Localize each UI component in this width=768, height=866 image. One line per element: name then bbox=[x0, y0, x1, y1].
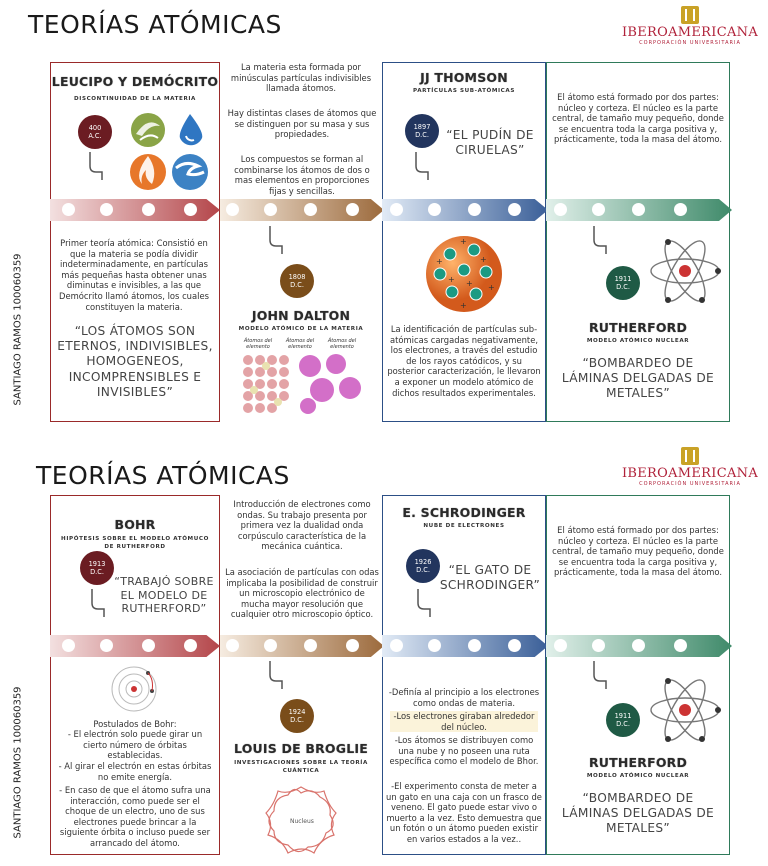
timeline-bar-blue bbox=[382, 199, 548, 221]
bohr-heading: BOHR bbox=[114, 517, 156, 532]
dalton-fig-label-2: Átomos del elemento bbox=[285, 338, 315, 350]
logo-name: IBEROAMERICANA bbox=[621, 25, 759, 40]
timeline-dot bbox=[592, 639, 605, 652]
connector-icon bbox=[86, 152, 108, 180]
timeline-bar-blue bbox=[382, 635, 548, 657]
connector-icon bbox=[590, 226, 612, 254]
bohr-subtitle: HIPÓTESIS SOBRE EL MODELO ATÓMUCO DE RUTHERFORD bbox=[61, 536, 209, 550]
svg-text:+: + bbox=[460, 237, 467, 246]
connector-icon bbox=[266, 226, 288, 254]
connector-icon bbox=[88, 589, 110, 617]
connector-icon bbox=[266, 661, 288, 689]
author-label: SANTIAGO RAMOS 100060359 bbox=[12, 686, 24, 839]
connector-icon bbox=[590, 661, 612, 689]
bohr-quote: “TRABAJÓ SOBRE EL MODELO DE RUTHERFORD” bbox=[114, 575, 214, 616]
standing-wave-figure bbox=[262, 783, 340, 859]
schrodinger-quote: “EL GATO DE SCHRODINGER” bbox=[439, 563, 541, 593]
svg-text:+: + bbox=[488, 283, 495, 292]
timeline-dot bbox=[184, 203, 197, 216]
broglie-date-badge: 1924 D.C. bbox=[280, 699, 314, 733]
timeline-dot bbox=[390, 639, 403, 652]
timeline-dot bbox=[508, 203, 521, 216]
bohr-postulates-title: Postulados de Bohr: bbox=[93, 719, 177, 729]
schrodinger-subtitle: NUBE DE ELECTRONES bbox=[423, 523, 505, 529]
sheet-2 bbox=[0, 433, 768, 866]
connector-icon bbox=[412, 152, 434, 180]
timeline-dot bbox=[468, 639, 481, 652]
logo-subtitle: CORPORACIÓN UNIVERSITARIA bbox=[639, 481, 741, 487]
university-logo bbox=[620, 447, 760, 491]
connector-icon bbox=[414, 589, 436, 617]
thomson-date-badge: 1897 D.C. bbox=[405, 114, 439, 148]
timeline-dot bbox=[346, 639, 359, 652]
nucleus-label: Nucleus bbox=[290, 818, 314, 825]
dalton-atoms-figure bbox=[238, 352, 368, 414]
thomson-heading: JJ THOMSON bbox=[420, 70, 508, 85]
rutherford-subtitle: MODELO ATÓMICO NUCLEAR bbox=[586, 773, 690, 779]
rutherford-date-badge: 1911 D.C. bbox=[606, 703, 640, 737]
leucipo-date-badge: 400 A.C. bbox=[78, 115, 112, 149]
timeline-dot bbox=[264, 203, 277, 216]
rutherford-description: El átomo está formado por dos partes: núcleo y corteza. El núcleo es la parte central, de tamaño muy pequeño, donde se encuentra toda la carga positiva y, prácticamente, toda la masa del átomo. bbox=[552, 92, 724, 145]
schrodinger-text-4: -El experimento consta de meter a un gato en una caja con un frasco de veneno. El gato puede estar vivo o muerto a la vez. Esto demuestra que un fotón o un átomo pueden existir en varios estados a la vez.. bbox=[386, 781, 542, 844]
schrodinger-text-1: -Definía al principio a los electrones como ondas de materia. bbox=[388, 687, 540, 708]
timeline-dot bbox=[632, 203, 645, 216]
timeline-dot bbox=[468, 203, 481, 216]
rutherford-heading: RUTHERFORD bbox=[588, 320, 688, 335]
timeline-dot bbox=[390, 203, 403, 216]
timeline-dot bbox=[226, 203, 239, 216]
elements-icon bbox=[128, 112, 214, 194]
timeline-dot bbox=[226, 639, 239, 652]
plum-pudding-figure bbox=[422, 232, 506, 316]
rutherford-quote: “BOMBARDEO DE LÁMINAS DELGADAS DE METALES” bbox=[561, 356, 715, 401]
page-title: TEORÍAS ATÓMICAS bbox=[28, 10, 282, 39]
timeline-dot bbox=[184, 639, 197, 652]
rutherford-date-badge: 1911 D.C. bbox=[606, 266, 640, 300]
dalton-date-badge: 1808 D.C. bbox=[280, 264, 314, 298]
svg-text:+: + bbox=[448, 275, 455, 284]
leucipo-description: Primer teoría atómica: Consistió en que la materia se podía dividir indeterminadamente, en partículas más pequeñas hasta obtener unas diminutas e invisibles, a las que Demócrito llamó átomos, los cuales constituyen la materia. bbox=[59, 238, 209, 312]
broglie-text-1: Introducción de electrones como ondas. Su trabajo presenta por primera vez la dualidad onda corpúsculo característica de la mecánica cuántica. bbox=[233, 499, 371, 552]
leucipo-heading: LEUCIPO Y DEMÓCRITO bbox=[51, 74, 219, 89]
thomson-quote: “EL PUDÍN DE CIRUELAS” bbox=[446, 128, 534, 158]
leucipo-quote: “LOS ÁTOMOS SON ETERNOS, INDIVISIBLES, HOMOGENEOS, INCOMPRENSIBLES E INVISIBLES” bbox=[57, 324, 213, 399]
timeline-dot bbox=[632, 639, 645, 652]
timeline-dot bbox=[142, 639, 155, 652]
timeline-dot bbox=[142, 203, 155, 216]
bohr-postulate-3: - En caso de que el átomo sufra una interacción, como puede ser el choque de un electro, uno de sus electrones puede brincar a la siguiente órbita o incluso puede ser arrancado del átomo. bbox=[59, 785, 211, 848]
leucipo-subtitle: DISCONTINUIDAD DE LA MATERIA bbox=[74, 96, 196, 102]
page-title: TEORÍAS ATÓMICAS bbox=[36, 461, 290, 490]
timeline-dot bbox=[508, 639, 521, 652]
dalton-heading: JOHN DALTON bbox=[251, 308, 351, 323]
timeline-dot bbox=[428, 639, 441, 652]
dalton-text-2: Hay distintas clases de átomos que se distinguen por su masa y sus propiedades. bbox=[227, 108, 377, 140]
broglie-subtitle: INVESTIGACIONES SOBRE LA TEORÍA CUÁNTICA bbox=[234, 760, 368, 774]
bohr-postulate-2: - Al girar el electrón en estas órbitas no emite energía. bbox=[58, 761, 212, 782]
timeline-dot bbox=[554, 203, 567, 216]
logo-name: IBEROAMERICANA bbox=[621, 466, 759, 481]
timeline-dot bbox=[100, 639, 113, 652]
rutherford-subtitle: MODELO ATÓMICO NUCLEAR bbox=[586, 338, 690, 344]
broglie-heading: LOUIS DE BROGLIE bbox=[234, 741, 368, 756]
timeline-dot bbox=[346, 203, 359, 216]
schrodinger-date-badge: 1926 D.C. bbox=[406, 549, 440, 583]
atom-figure bbox=[648, 673, 722, 747]
bohr-atom-figure bbox=[108, 661, 164, 717]
bohr-postulate-1: - El electrón solo puede girar un cierto número de órbitas establecidas. bbox=[67, 729, 203, 761]
timeline-dot bbox=[100, 203, 113, 216]
author-label: SANTIAGO RAMOS 100060359 bbox=[12, 253, 24, 406]
timeline-bar-brown bbox=[220, 199, 384, 221]
thomson-subtitle: PARTÍCULAS SUB-ATÓMICAS bbox=[413, 88, 515, 94]
broglie-text-2: La asociación de partículas con odas implicaba la posibilidad de construir un microscopio electrónico de mucha mayor resolución que cualquier otro microscopio óptico. bbox=[225, 567, 379, 620]
rutherford-heading: RUTHERFORD bbox=[588, 755, 688, 770]
svg-text:+: + bbox=[466, 279, 473, 288]
timeline-dot bbox=[428, 203, 441, 216]
timeline-dot bbox=[264, 639, 277, 652]
thomson-description: La identificación de partículas sub-atómicas cargadas negativamente, los electrones, a través del estudio de los rayos catódicos, y su posterior caracterización, le llevaron a exponer un modelo atómico de dichos resultados experimentales. bbox=[387, 324, 541, 398]
timeline-dot bbox=[62, 203, 75, 216]
timeline-dot bbox=[592, 203, 605, 216]
university-logo bbox=[620, 6, 760, 50]
dalton-fig-label-3: Átomos del elemento bbox=[327, 338, 357, 350]
dalton-fig-label-1: Átomos del elemento bbox=[243, 338, 273, 350]
dalton-text-1: La materia esta formada por minúsculas partículas indivisibles llamada átomos. bbox=[230, 62, 372, 94]
logo-icon bbox=[681, 447, 699, 465]
timeline-bar-brown bbox=[220, 635, 384, 657]
schrodinger-text-3: -Los átomos se distribuyen como una nube y no poseen una ruta específica como el modelo de Bhor. bbox=[389, 735, 539, 767]
rutherford-description: El átomo está formado por dos partes: núcleo y corteza. El núcleo es la parte central, de tamaño muy pequeño, donde se encuentra toda la carga positiva y, prácticamente, toda la masa del átomo. bbox=[552, 525, 724, 578]
rutherford-quote: “BOMBARDEO DE LÁMINAS DELGADAS DE METALES” bbox=[561, 791, 715, 836]
timeline-dot bbox=[62, 639, 75, 652]
svg-text:+: + bbox=[436, 257, 443, 266]
timeline-dot bbox=[674, 203, 687, 216]
logo-subtitle: CORPORACIÓN UNIVERSITARIA bbox=[639, 40, 741, 46]
svg-text:+: + bbox=[460, 301, 467, 310]
timeline-dot bbox=[674, 639, 687, 652]
dalton-subtitle: MODELO ATÓMICO DE LA MATERIA bbox=[238, 326, 364, 332]
schrodinger-text-2: -Los electrones giraban alrededor del núcleo. bbox=[390, 711, 538, 732]
logo-icon bbox=[681, 6, 699, 24]
timeline-dot bbox=[304, 203, 317, 216]
timeline-dot bbox=[304, 639, 317, 652]
atom-figure bbox=[648, 234, 722, 308]
schrodinger-heading: E. SCHRODINGER bbox=[402, 505, 526, 520]
svg-text:+: + bbox=[480, 255, 487, 264]
timeline-dot bbox=[554, 639, 567, 652]
dalton-text-3: Los compuestos se forman al combinarse los átomos de dos o mas elementos en proporciones fijas y sencillas. bbox=[234, 154, 370, 196]
bohr-date-badge: 1913 D.C. bbox=[80, 551, 114, 585]
